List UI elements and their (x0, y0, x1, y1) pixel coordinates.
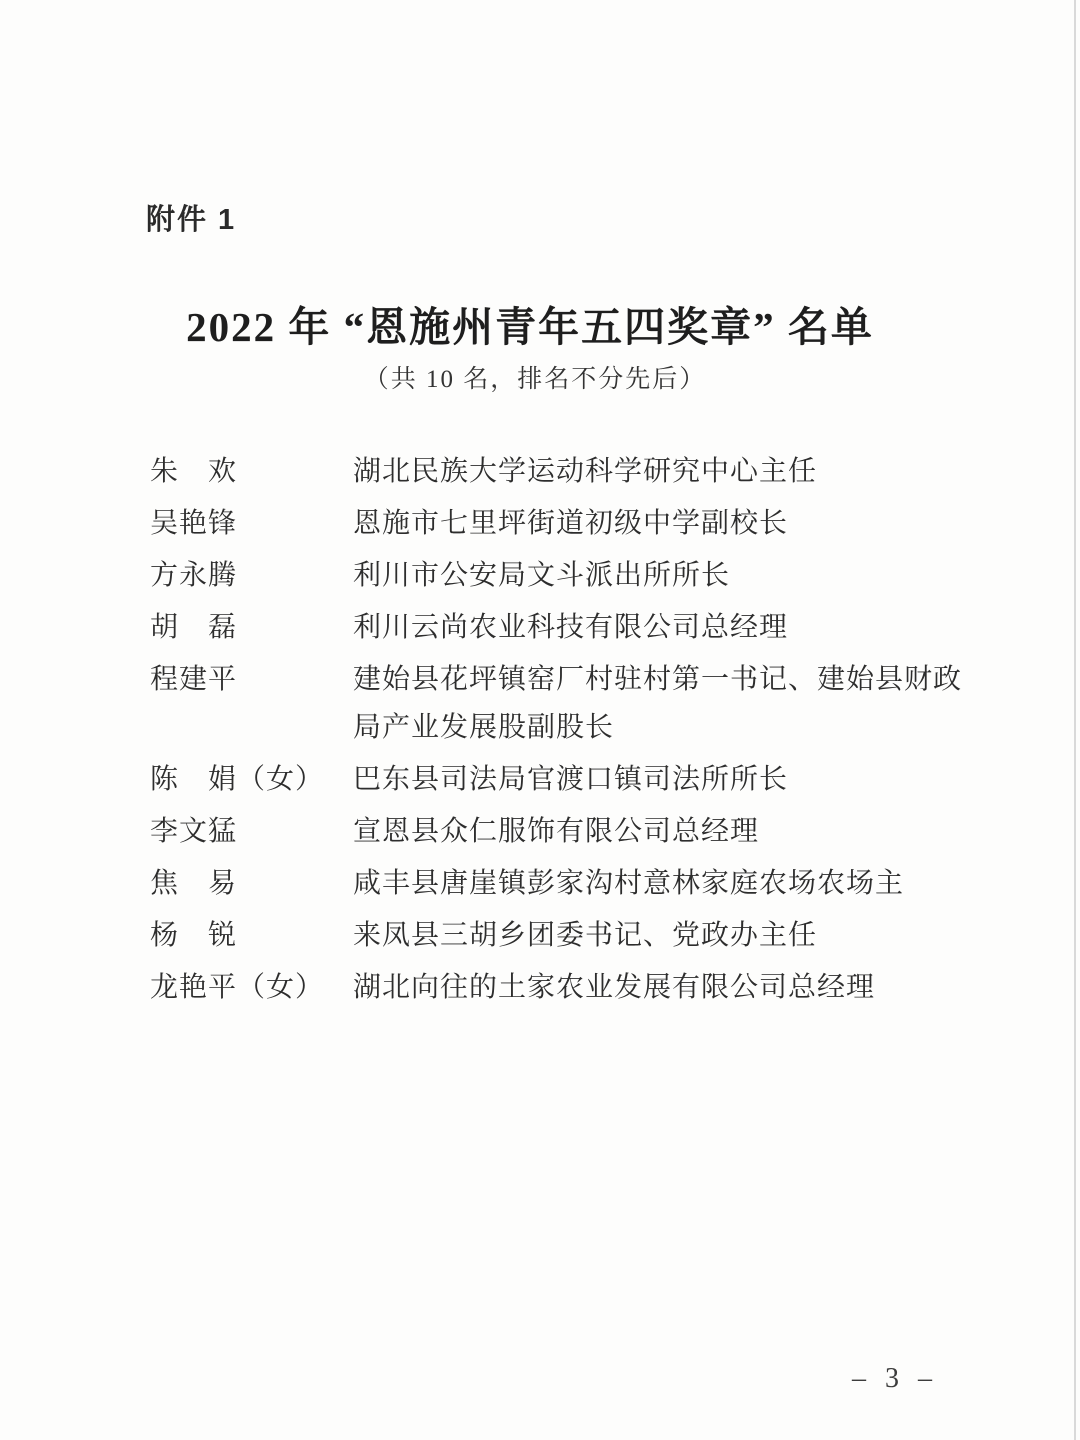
awardee-position: 湖北民族大学运动科学研究中心主任 (353, 456, 818, 487)
list-item (150, 448, 980, 496)
awardee-position: 咸丰县唐崖镇彭家沟村意林家庭农场农场主 (353, 868, 905, 899)
list-item (150, 500, 980, 548)
document-title: 2022 年 “恩施州青年五四奖章” 名单 (186, 304, 874, 350)
list-item (150, 808, 980, 856)
awardee-list (150, 448, 980, 1016)
list-item (150, 912, 980, 960)
awardee-name: 胡 磊 (150, 612, 238, 643)
awardee-name: 李文猛 (150, 816, 238, 847)
awardee-position: 湖北向往的土家农业发展有限公司总经理 (353, 972, 876, 1003)
awardee-position: 恩施市七里坪街道初级中学副校长 (353, 508, 789, 539)
awardee-name: 方永腾 (150, 560, 238, 591)
awardee-position: 利川市公安局文斗派出所所长 (353, 560, 731, 591)
page-number: – 3 – (852, 1363, 938, 1394)
scan-edge-line (1074, 0, 1076, 1440)
list-item (150, 756, 980, 804)
list-item (150, 604, 980, 652)
list-item (150, 860, 980, 908)
awardee-name: 吴艳锋 (150, 508, 238, 539)
awardee-position: 巴东县司法局官渡口镇司法所所长 (353, 764, 789, 795)
awardee-position: 建始县花坪镇窑厂村驻村第一书记、建始县财政局产业发展股副股长 (353, 664, 963, 743)
awardee-name: 陈 娟（女） (150, 764, 325, 795)
awardee-name: 朱 欢 (150, 456, 238, 487)
document-subtitle: （共 10 名，排名不分先后） (363, 366, 707, 393)
attachment-label: 附件 1 (146, 204, 237, 236)
awardee-name: 程建平 (150, 664, 238, 695)
awardee-name: 焦 易 (150, 868, 238, 899)
list-item (150, 656, 980, 752)
awardee-name: 龙艳平（女） (150, 972, 325, 1003)
list-item (150, 552, 980, 600)
awardee-position: 利川云尚农业科技有限公司总经理 (353, 612, 789, 643)
list-item (150, 964, 980, 1012)
awardee-position: 宣恩县众仁服饰有限公司总经理 (353, 816, 760, 847)
awardee-position: 来凤县三胡乡团委书记、党政办主任 (353, 920, 818, 951)
awardee-name: 杨 锐 (150, 920, 238, 951)
